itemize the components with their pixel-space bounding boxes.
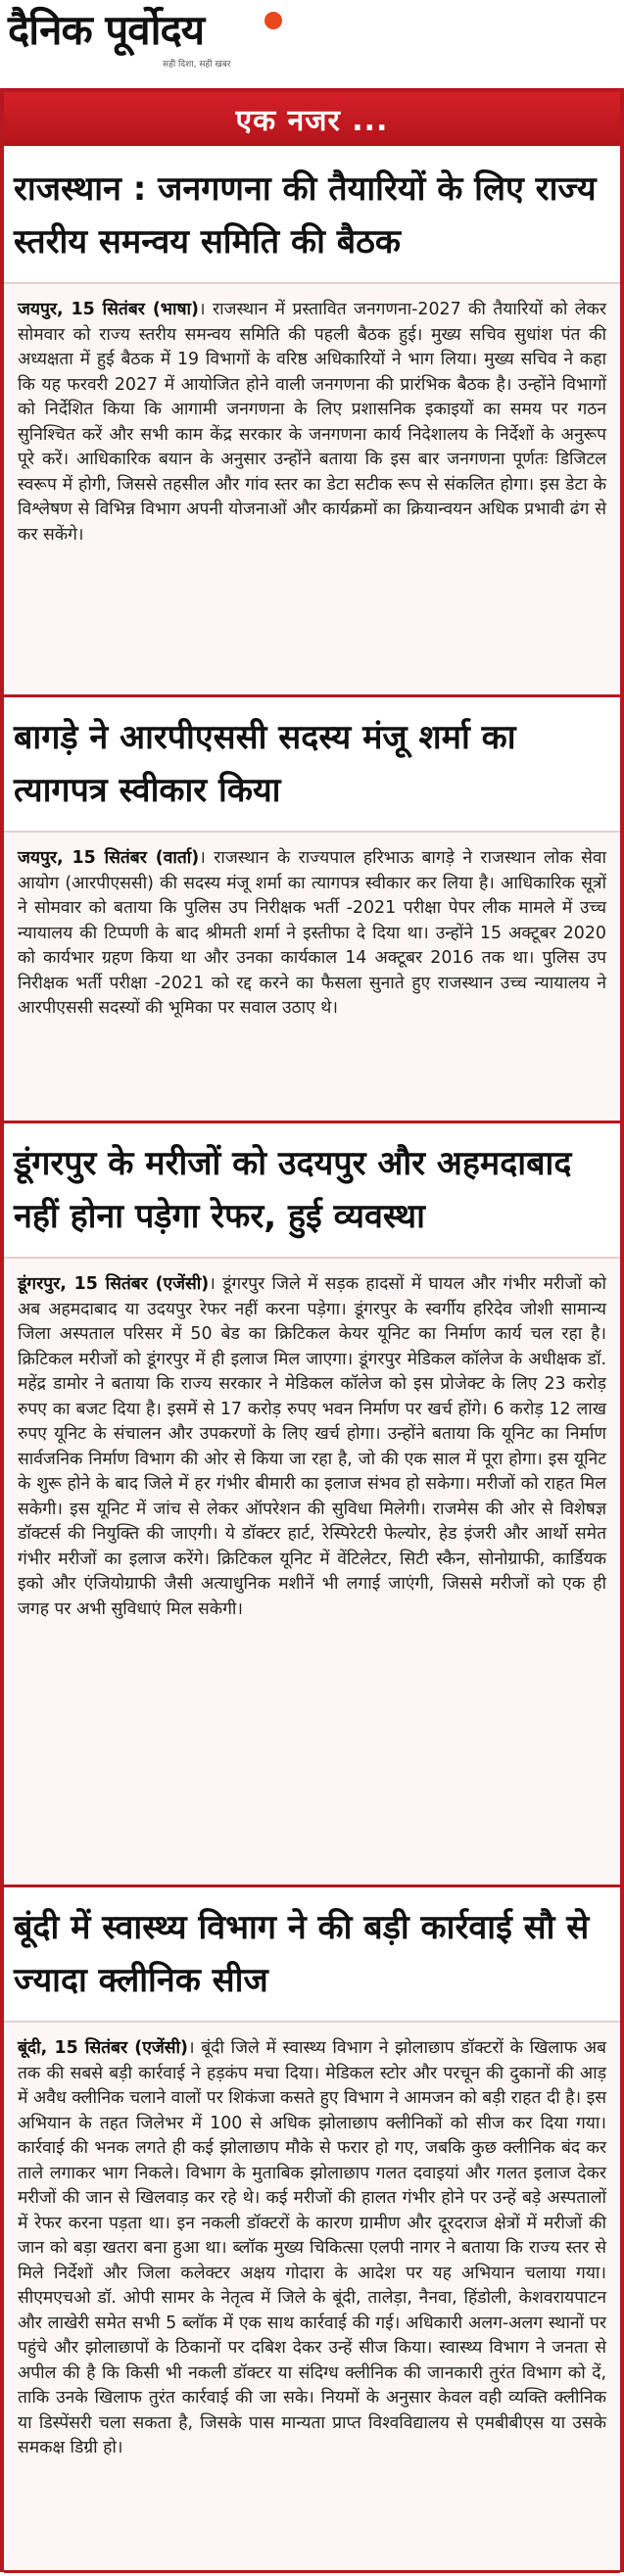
article-headline[interactable]: राजस्थान : जनगणना की तैयारियों के लिए राज्य स्तरीय समन्वय समिति की बैठक — [4, 149, 620, 284]
article-headline[interactable]: बूंदी में स्वास्थ्य विभाग ने की बड़ी कार्रवाई सौ से ज्यादा क्लीनिक सीज — [4, 1887, 620, 2023]
article-dungarpur — [4, 1123, 620, 1887]
article-text: । राजस्थान के राज्यपाल हरिभाऊ बागड़े ने राजस्थान लोक सेवा आयोग (आरपीएससी) की सदस्य मंजू शर्मा का त्यागपत्र स्वीकार कर लिया है। आधिकारिक सूत्रों ने सोमवार को बताया कि पुलिस उप निरीक्षक भर्ती -2021 परीक्षा पेपर लीक मामले में उच्च न्यायालय की टिप्पणी के बाद श्रीमती शर्मा ने इस्तीफा दे दिया था। उन्होंने 15 अक्टूबर 2020 को कार्यभार ग्रहण किया था और उनका कार्यकाल 14 अक्टूबर 2016 तक था। पुलिस उप निरीक्षक भर्ती परीक्षा -2021 को रद्द करने का फैसला सुनाते हुए राजस्थान उच्च न्यायालय ने आरपीएससी सदस्यों की भूमिका पर सवाल उठाए थे। — [18, 848, 607, 1018]
section-title: एक नजर ... — [235, 104, 389, 138]
masthead — [0, 0, 624, 80]
logo-text: दैनिक पूर्वोदय — [8, 6, 205, 54]
article-text: । बूंदी जिले में स्वास्थ्य विभाग ने झोलाछाप डॉक्टरों के खिलाफ अब तक की सबसे बड़ी कार्रवाई ने हड़कंप मचा दिया। मेडिकल स्टोर और परचून की दुकानों की आड़ में अवैध क्लीनिक चलाने वालों पर शिकंजा कसते हुए विभाग ने आमजन को बड़ी राहत दी है। इस अभियान के तहत जिलेभर में 100 से अधिक झोलाछाप क्लीनिकों को सीज कर दिया गया। कार्रवाई की भनक लगते ही कई झोलाछाप मौके से फरार हो गए, जबकि कुछ क्लीनिक बंद कर ताले लगाकर भाग निकले। विभाग के मुताबिक झोलाछाप गलत दवाइयां और गलत इलाज देकर मरीजों की जान से खिलवाड़ कर रहे थे। कई मरीजों की हालत गंभीर होने पर उन्हें बड़े अस्पतालों में रेफर करना पड़ता था। इन नकली डॉक्टरों के कारण ग्रामीण और दूरदराज क्षेत्रों में मरीजों की जान को बड़ा खतरा बना हुआ था। ब्लॉक मुख्य चिकित्सा एलपी नागर ने बताया कि राज्य स्तर से मिले निर्देशों और जिला कलेक्टर अक्षय गोदारा के आदेश पर यह अभियान चलाया गया। सीएमएचओ डॉ. ओपी सामर के नेतृत्व में जिले के बूंदी, तालेड़ा, नैनवा, हिंडोली, केशवरायपाटन और लाखेरी समेत सभी 5 ब्लॉक में एक साथ कार्रवाई की गई। अधिकारी अलग-अलग स्थानों पर पहुंचे और झोलाछापों के ठिकानों पर दबिश देकर उन्हें सीज किया। स्वास्थ्य विभाग ने जनता से अपील की है कि किसी भी नकली डॉक्टर या संदिग्ध क्लीनिक की जानकारी तुरंत विभाग को दें, ताकि उनके खिलाफ तुरंत कार्रवाई की जा सके। नियमों के अनुसार केवल वही व्यक्ति क्लीनिक या डिस्पेंसरी चला सकता है, जिसके पास मान्यता प्राप्त विश्वविद्यालय से एमबीबीएस या उसके समकक्ष डिग्री हो। — [18, 2038, 606, 2457]
article-census — [4, 149, 620, 697]
logo-dot-icon — [264, 12, 282, 29]
article-dateline: डूंगरपुर, 15 सितंबर (एजेंसी) — [18, 1274, 210, 1294]
article-text: । डूंगरपुर जिले में सड़क हादसों में घायल और गंभीर मरीजों को अब अहमदाबाद या उदयपुर रेफर नहीं करना पड़ेगा। डूंगरपुर के स्वर्गीय हरिदेव जोशी सामान्य जिला अस्पताल परिसर में 50 बेड का क्रिटिकल केयर यूनिट का निर्माण कार्य चल रहा है। क्रिटिकल मरीजों को डूंगरपुर में ही इलाज मिल जाएगा। डूंगरपुर मेडिकल कॉलेज के अधीक्षक डॉ. महेंद्र डामोर ने बताया कि राज्य सरकार ने मेडिकल कॉलेज को इस प्रोजेक्ट के लिए 23 करोड़ रुपए का बजट दिया है। इसमें से 17 करोड़ रुपए भवन निर्माण पर खर्च होंगे। 6 करोड़ 12 लाख रुपए यूनिट के संचालन और उपकरणों के लिए खर्च होगा। उन्होंने बताया कि यूनिट का निर्माण सार्वजनिक निर्माण विभाग की ओर से किया जा रहा है, जो की एक साल में पूरा होगा। इस यूनिट के शुरू होने के बाद जिले में हर गंभीर बीमारी का इलाज संभव हो सकेगा। मरीजों को राहत मिल सकेगी। इस यूनिट में जांच से लेकर ऑपरेशन की सुविधा मिलेगी। राजमेस की ओर से विशेषज्ञ डॉक्टर्स की नियुक्ति की जाएगी। ये डॉक्टर हार्ट, रेस्पिरेटरी फेल्योर, हेड इंजरी और आर्थो समेत गंभीर मरीजों का इलाज करेंगे। क्रिटिकल यूनिट में वेंटिलेटर, सिटी स्कैन, सोनोग्राफी, कार्डियक इको और एंजियोग्राफी जैसी अत्याधुनिक मशीनें भी लगाई जाएंगी, जिससे मरीजों को एक ही जगह पर अभी सुविधाएं मिल सकेगी। — [18, 1274, 606, 1619]
article-body — [4, 2023, 620, 2471]
article-text: । राजस्थान में प्रस्तावित जनगणना-2027 की तैयारियों को लेकर सोमवार को राज्य स्तरीय समन्वय समिति की पहली बैठक हुई। मुख्य सचिव सुधांश पंत की अध्यक्षता में हुई बैठक में 19 विभागों के वरिष्ठ अधिकारियों ने भाग लिया। मुख्य सचिव ने कहा कि यह फरवरी 2027 में आयोजित होने वाली जनगणना की प्रारंभिक बैठक है। उन्होंने विभागों को निर्देशित किया कि आगामी जनगणना के लिए प्रशासनिक इकाइयों का समय पर गठन सुनिश्चित करें और सभी काम केंद्र सरकार के जनगणना कार्य निदेशालय के निर्देशों के अनुरूप पूरे करें। आधिकारिक बयान के अनुसार उन्होंने बताया कि इस बार जनगणना पूर्णतः डिजिटल स्वरूप में होगी, जिससे तहसील और गांव स्तर का डेटा सटीक रूप से संकलित होगा। इस डेटा के विश्लेषण से विभिन्न विभाग अपनी योजनाओं और कार्यक्रमों का क्रियान्वयन अधिक प्रभावी ढंग से कर सकेंगे। — [18, 300, 606, 545]
article-body — [4, 284, 620, 557]
article-dateline: जयपुर, 15 सितंबर (भाषा) — [18, 300, 200, 319]
article-rpsc — [4, 697, 620, 1123]
logo-tagline: सही दिशा, सही खबर — [163, 60, 231, 70]
article-headline[interactable]: डूंगरपुर के मरीजों को उदयपुर और अहमदाबाद नहीं होना पड़ेगा रेफर, हुई व्यवस्था — [4, 1123, 620, 1259]
article-dateline: बूंदी, 15 सितंबर (एजेंसी) — [18, 2038, 188, 2058]
newspaper-logo[interactable] — [8, 6, 292, 70]
article-dateline: जयपुर, 15 सितंबर (वार्ता) — [18, 848, 200, 868]
article-body — [4, 833, 620, 1031]
article-body — [4, 1259, 620, 1632]
article-headline[interactable]: बागड़े ने आरपीएससी सदस्य मंजू शर्मा का त्यागपत्र स्वीकार किया — [4, 697, 620, 833]
article-bundi — [4, 1887, 620, 2573]
news-frame — [0, 88, 624, 2572]
section-banner — [4, 92, 620, 149]
